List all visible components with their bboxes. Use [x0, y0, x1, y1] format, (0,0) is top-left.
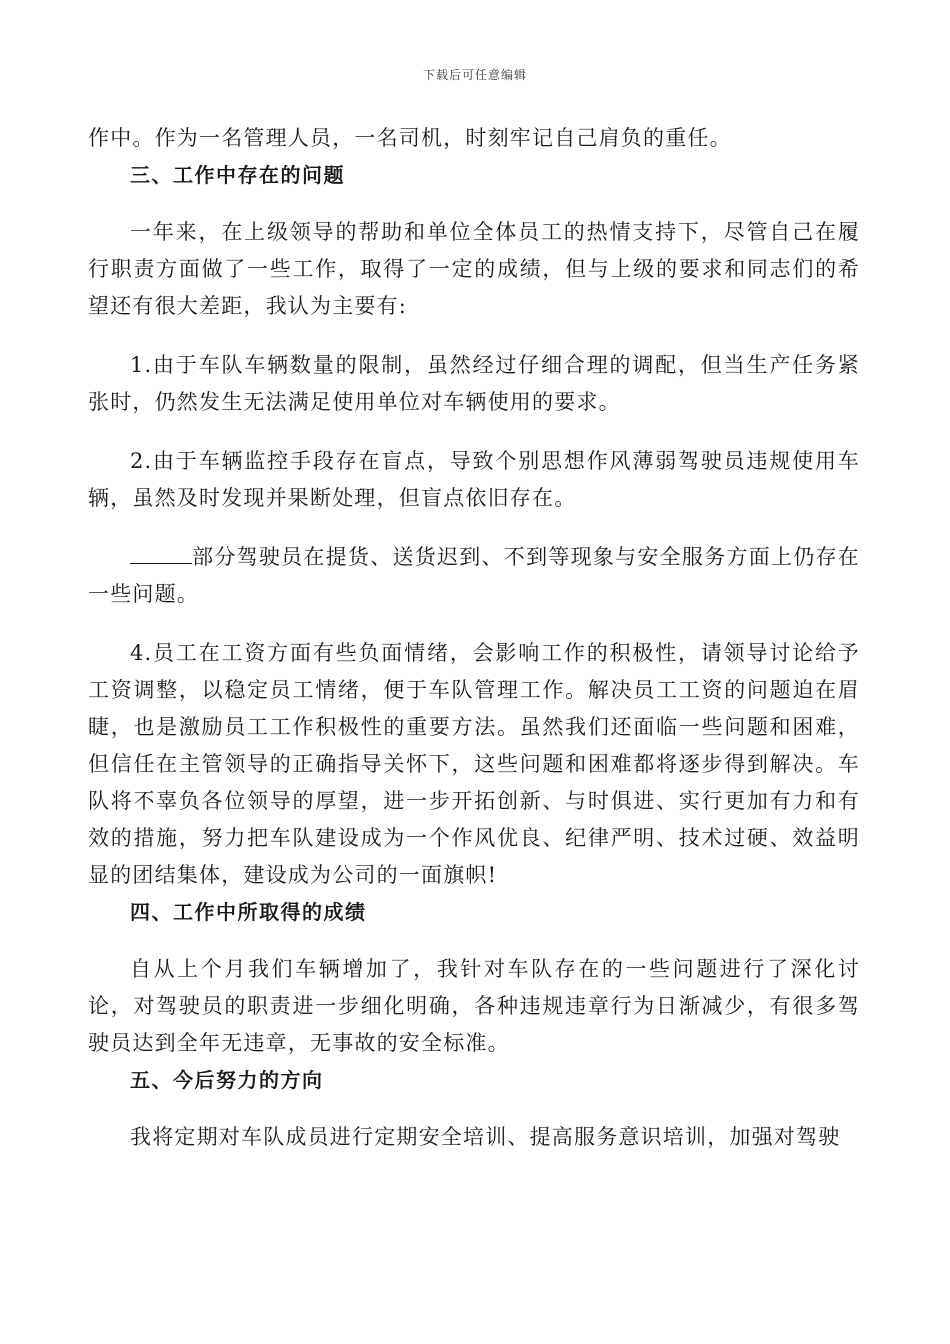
section-heading-problems: 三、工作中存在的问题 — [130, 163, 345, 187]
paragraph-future: 我将定期对车队成员进行定期安全培训、提高服务意识培训，加强对驾驶 — [130, 1125, 841, 1149]
header-note: 下载后可任意编辑 — [422, 68, 527, 82]
paragraph-item-3-text: 部分驾驶员在提货、送货迟到、不到等现象与安全服务方面上仍存在一些问题。 — [88, 545, 860, 606]
section-heading-future: 五、今后努力的方向 — [130, 1068, 324, 1092]
paragraph-item-3 — [88, 539, 860, 613]
paragraph-item-4: 4.员工在工资方面有些负面情绪，会影响工作的积极性，请领导讨论给予工资调整，以稳定员工情绪，便于车队管理工作。解决员工工资的问题迫在眉睫，也是激励员工工作积极性的重要方法。虽然我们还面临一些问题和困难，但信任在主管领导的正确指导关怀下，这些问题和困难都将逐步得到解决。车队将不辜负各位领导的厚望，进一步开拓创新、与时俱进、实行更加有力和有效的措施，努力把车队建设成为一个作风优良、纪律严明、技术过硬、效益明显的团结集体，建设成为公司的一面旗帜! — [88, 641, 860, 887]
blank-underline — [130, 541, 192, 564]
paragraph-item-2: 2.由于车辆监控手段存在盲点，导致个别思想作风薄弱驾驶员违规使用车辆，虽然及时发现并果断处理，但盲点依旧存在。 — [88, 449, 860, 510]
paragraph-intro: 一年来，在上级领导的帮助和单位全体员工的热情支持下，尽管自己在履行职责方面做了一些工作，取得了一定的成绩，但与上级的要求和同志们的希望还有很大差距，我认为主要有: — [88, 220, 860, 318]
paragraph-continuation: 作中。作为一名管理人员，一名司机，时刻牢记自己肩负的重任。 — [88, 126, 732, 150]
section-heading-achievements: 四、工作中所取得的成绩 — [130, 900, 367, 924]
document-body — [88, 120, 860, 1156]
paragraph-item-1: 1.由于车队车辆数量的限制，虽然经过仔细合理的调配，但当生产任务紧张时，仍然发生无法满足使用单位对车辆使用的要求。 — [88, 353, 860, 414]
paragraph-achievements: 自从上个月我们车辆增加了，我针对车队存在的一些问题进行了深化讨论，对驾驶员的职责进一步细化明确，各种违规违章行为日渐减少，有很多驾驶员达到全年无违章，无事故的安全标准。 — [88, 957, 860, 1055]
